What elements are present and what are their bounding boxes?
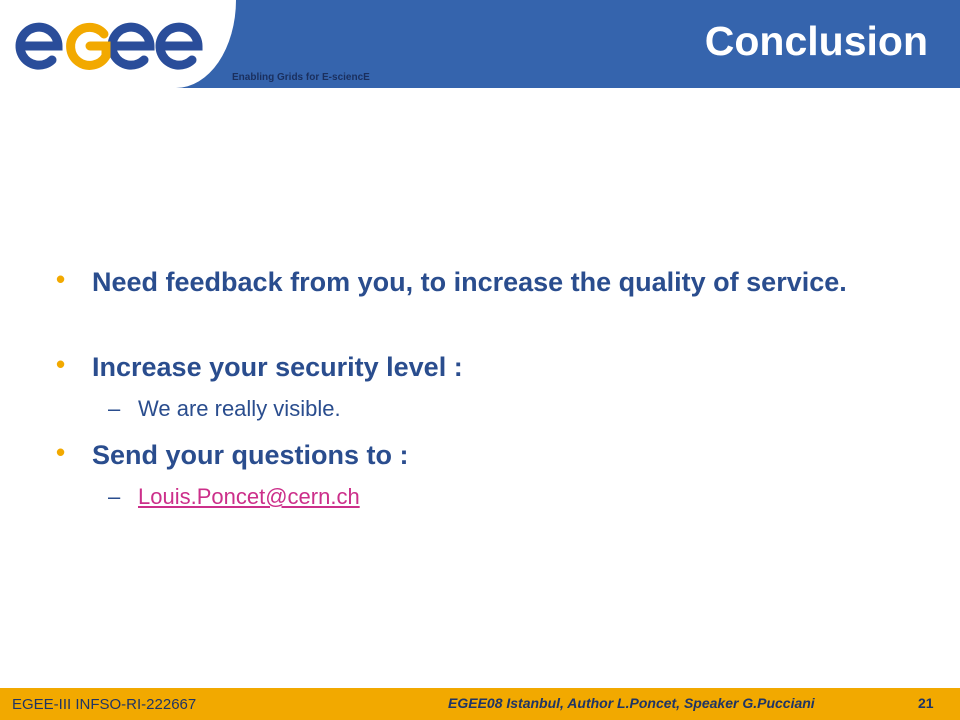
slide-title: Conclusion bbox=[704, 18, 928, 64]
page-number: 21 bbox=[918, 695, 934, 711]
footer-event-info: EGEE08 Istanbul, Author L.Poncet, Speaker G.Pucciani bbox=[448, 695, 815, 711]
sub-bullet-symbol: – bbox=[108, 396, 121, 421]
email-link[interactable]: Louis.Poncet@cern.ch bbox=[138, 484, 360, 509]
bullet-text: Need feedback from you, to increase the quality of service. bbox=[92, 267, 847, 297]
footer-project-id: EGEE-III INFSO-RI-222667 bbox=[12, 696, 197, 713]
footer-bar bbox=[0, 688, 960, 720]
bullet-symbol: • bbox=[56, 349, 66, 379]
bullet-text: Send your questions to : bbox=[92, 440, 409, 470]
sub-bullet-symbol: – bbox=[108, 484, 121, 509]
bullet-symbol: • bbox=[56, 264, 66, 294]
subitem-text: We are really visible. bbox=[138, 396, 341, 421]
bullet-text: Increase your security level : bbox=[92, 352, 463, 382]
bullet-symbol: • bbox=[56, 437, 66, 467]
tagline: Enabling Grids for E-sciencE bbox=[232, 72, 370, 83]
